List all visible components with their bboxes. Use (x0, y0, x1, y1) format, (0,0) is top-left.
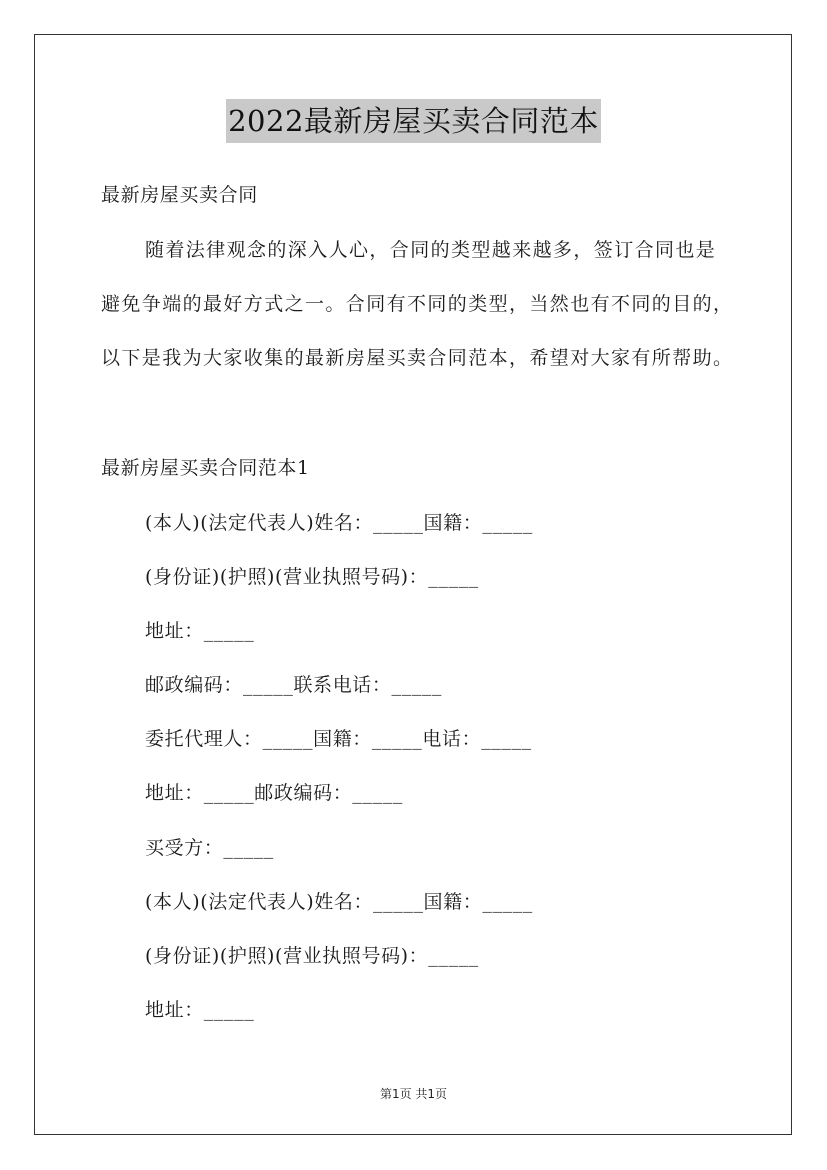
field-seller-postcode-phone: 邮政编码：_____联系电话：_____ (145, 674, 443, 696)
field-buyer-id-number: (身份证)(护照)(营业执照号码)：_____ (145, 945, 479, 967)
field-agent-address-postcode: 地址：_____邮政编码：_____ (145, 782, 403, 804)
document-title: 2022最新房屋买卖合同范本 (226, 99, 601, 143)
sample-heading: 最新房屋买卖合同范本1 (101, 457, 310, 479)
field-seller-id-number: (身份证)(护照)(营业执照号码)：_____ (145, 566, 479, 588)
page-number-footer: 第1页 共1页 (379, 1087, 448, 1101)
field-buyer: 买受方：_____ (145, 837, 274, 859)
field-buyer-address: 地址：_____ (145, 999, 255, 1021)
field-seller-name-nationality: (本人)(法定代表人)姓名：_____国籍：_____ (145, 512, 533, 534)
intro-line-3: 以下是我为大家收集的最新房屋买卖合同范本，希望对大家有所帮助。 (101, 347, 734, 369)
section-heading: 最新房屋买卖合同 (101, 184, 258, 206)
title-container (0, 99, 827, 143)
field-buyer-name-nationality: (本人)(法定代表人)姓名：_____国籍：_____ (145, 891, 533, 913)
field-agent-info: 委托代理人：_____国籍：_____电话：_____ (145, 728, 532, 750)
intro-line-2: 避免争端的最好方式之一。合同有不同的类型，当然也有不同的目的， (101, 293, 734, 315)
field-seller-address: 地址：_____ (145, 620, 255, 642)
intro-line-1: 随着法律观念的深入人心，合同的类型越来越多，签订合同也是 (145, 239, 717, 261)
